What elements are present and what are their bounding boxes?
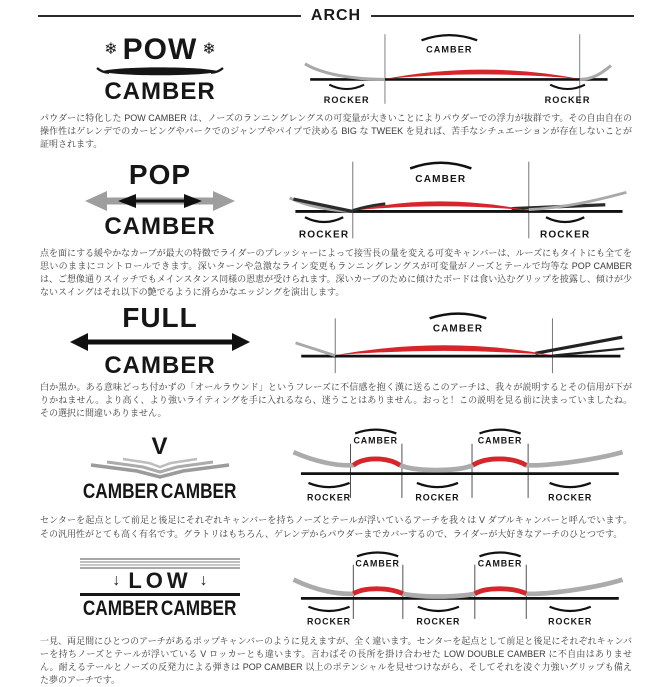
snowflake-icon: ❄ [104,40,118,58]
snowflake-icon: ❄ [202,40,216,58]
rocker-arc-icon [546,217,584,222]
camber-arc [473,459,526,465]
baseline-bar [80,593,240,596]
camber-arc-icon [357,552,398,556]
section-low-double-camber [38,546,634,687]
rocker-label: ROCKER [548,493,593,504]
logo-subtitle-word: CAMBER [83,479,159,503]
camber-arc [475,588,526,593]
rocker-arc-icon [550,606,591,610]
board-profile [293,453,622,471]
logo-subtitle: CAMBER [104,213,216,241]
rocker-label: ROCKER [306,493,352,504]
camber-arc [353,459,400,465]
low-double-camber-diagram [282,546,634,632]
section-pow-camber [38,29,634,151]
camber-arc-icon [480,552,521,556]
pop-camber-diagram [282,156,634,244]
logo-subtitle: CAMBER [104,352,216,380]
down-arrow-icon: ↓ [112,572,121,590]
logo-word: LOW [128,568,192,594]
section-full-camber [38,304,634,420]
logo-word: POW [122,32,198,66]
logo-word: FULL [122,302,198,334]
rocker-arc-icon [417,483,458,487]
logo-word: POP [128,159,192,191]
camber-arc-icon [430,314,487,319]
rocker-arc-icon [308,606,349,610]
page-title: ARCH [310,7,362,24]
camber-arc-icon [410,163,471,169]
full-camber-logo [70,304,250,378]
low-camber-logo [66,558,253,619]
v-double-camber-diagram [282,425,634,511]
rocker-nose [305,64,385,80]
board-profile [293,579,622,596]
camber-arc [353,588,403,593]
camber-arc [335,346,552,356]
rocker-arc-icon [305,217,343,222]
rocker-label: ROCKER [544,94,591,105]
full-camber-diagram [282,307,634,375]
section-v-double-camber [38,425,634,540]
rocker-label: ROCKER [548,616,593,627]
v-camber-logo [66,432,253,503]
rocker-label: ROCKER [298,229,350,241]
camber-arc [385,70,580,79]
rocker-nose [296,343,336,356]
camber-label: CAMBER [426,44,473,55]
rocker-tail [580,66,611,80]
logo-word: V [151,432,169,460]
rocker-arc-icon [308,483,349,487]
snowboard-icon [95,65,225,78]
logo-subtitle-word: CAMBER [161,597,237,621]
camber-label: CAMBER [415,173,467,185]
header-rule-right [371,15,634,17]
rocker-label: ROCKER [306,616,352,627]
rocker-arc-icon [418,606,459,610]
logo-subtitle-word: CAMBER [161,479,237,503]
down-arrow-icon: ↓ [199,572,208,590]
double-arrow-icon [70,332,250,352]
camber-label: CAMBER [353,436,399,447]
rocker-label: ROCKER [415,493,460,504]
pow-camber-diagram [282,29,634,109]
camber-arc-icon [480,430,521,434]
camber-label: CAMBER [432,323,484,335]
camber-label: CAMBER [355,558,400,569]
camber-arc-icon [421,35,477,40]
camber-label: CAMBER [477,558,523,569]
camber-label: CAMBER [477,436,523,447]
rocker-arc-icon [329,85,364,89]
rocker-label: ROCKER [323,94,370,105]
chevron-wings-icon [85,457,235,479]
rocker-label: ROCKER [539,229,591,241]
section-description: パウダーに特化した POW CAMBER は、ノーズのランニングレングスの可変量が大きいことによりパウダーでの浮力が抜群です。その自由自在の操作性はゲレンデでのカービングやパークでのジャンプやパイプで決める BIG な TWEEK を見れば、苦手なシチュエーションが存在しないことが証明されます。 [40,113,632,150]
rocker-label: ROCKER [416,616,461,627]
pow-camber-logo [95,32,225,105]
logo-subtitle: CAMBER [104,77,216,105]
section-description: 点を面にする緩やかなカーブが最大の特徴でライダーのプレッシャーによって接雪長の量を変える可変キャンバーは、ルーズにもタイトにも全てを思いのままにコントロールできます。深いターンや急激なライン変更もランニングレングスが可変量がノーズとテールで均等な POP CAMBER は、ご想像通りスイッチでもメインスタンス同様の恩恵が受けられます。深いカーブのために傾けたボードは食い込むグリップを披露し、傾けが少ないスイングはそれ以下の艶でるように滑らかなエッジングを演出します。 [40,248,632,298]
section-description: 一見、両足間にひとつのアーチがあるポップキャンバーのように見えますが、全く違います。センターを起点として前足と後足にそれぞれキャンバーを持ちノーズとテールが浮いている V ロッカーとも違います。言わばその長所を掛け合わせた LOW DOUBLE CAMBER に不自由はありません。耐えるテールとノーズの反発力による弾きは POP CAMBER 以上のポテンシャルを見せつけながら、そしてそれを凌ぐ力強いグリップも備えた夢のアーチです。 [40,635,632,685]
camber-arc-icon [355,430,396,434]
page-header [38,7,634,25]
rocker-arc-icon [550,483,591,487]
logo-subtitle-word: CAMBER [83,597,159,621]
section-description: センターを起点として前足と後足にそれぞれキャンバーを持ちノーズとテールが浮いているアーチを我々は V ダブルキャンバーと呼んでいます。その汎用性がとても高く有名です。グラトリはもちろん、ゲレンデからパウダーまでカバーするので、ライダーが大好きなアーチのひとつです。 [40,515,632,539]
section-pop-camber [38,156,634,299]
pop-camber-logo [85,161,235,239]
double-arrow-icon [85,189,235,213]
logo-subtitle [83,481,237,502]
header-rule-left [38,15,301,17]
section-description: 白か黒か。ある意味どっち付かずの「オールラウンド」というフレーズに不信感を抱く漢に送るこのアーチは、我々が説明するとその信用が下がりかねません。より高く、より強いライティングを手に入れるなら、迷うことはありません。おっと！この説明を見る前に決まっていましたね。その選択に間違いありません。 [40,382,632,419]
logo-subtitle [83,598,237,619]
